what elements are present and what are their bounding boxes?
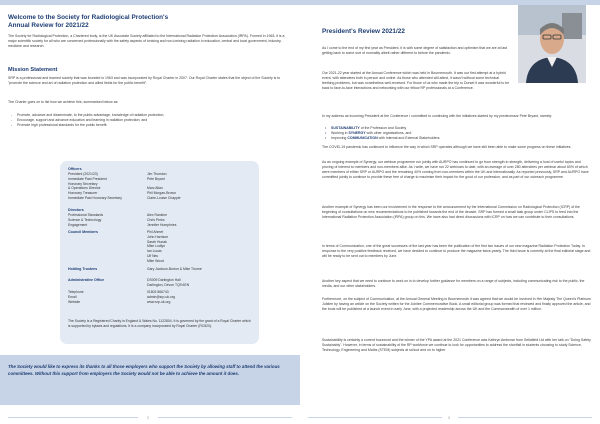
review-paragraph-7: In terms of Communication, one of the great successes of the last year has been the publication of the first two issues of our new magazine Radiation Protection Today. In response to the very positive feedback received, we have decided to continue to produce the magazine twice-yearly. The third issue is currently at the final editorial stage and will be ready to be sent out to members by June.	[322, 244, 591, 258]
list-item: • Improving COMMUNICATION with Internal and External Stakeholders	[322, 136, 592, 141]
footer-rule	[8, 417, 138, 418]
admin-address	[147, 278, 189, 288]
address-line: DS009 Darlington Hall	[147, 278, 181, 282]
page-number: 3	[448, 416, 450, 420]
title-line-2: Annual Review for 2021/22	[8, 22, 89, 29]
council-member: Sarah Hunak	[147, 239, 167, 244]
review-paragraph-1: As I come to the end of my first year as President, it is with some degree of satisfaction and optimism that we are at last getting back to some sort of normality albeit rather different to before the pandemic.	[322, 46, 507, 55]
website-link[interactable]: www.srp-uk.org	[147, 299, 171, 304]
council-names	[147, 230, 168, 264]
list-item: - Promote, advance and disseminate, to the public advantage, knowledge of radiation protection;	[8, 113, 292, 118]
page-title	[8, 14, 168, 30]
intro-paragraph: The Society for Radiological Protection, a Chartered body, is the UK Associate Society affiliated to the International Radiation Protection Association (IRPA). Formed in 1963, it is a major scientific society for all who are concerned professionally with the safety aspects of ionising and non-ionising radiation in education, central and local government, industry, medicine and research.	[8, 34, 285, 48]
trustees-names: Gary Jackson-Burton & Mike Thorne	[147, 267, 202, 271]
telephone-value: 01803 866743	[147, 290, 169, 294]
trustees-heading: Holding Trustees	[68, 267, 98, 271]
council-heading: Council Members	[68, 230, 98, 234]
director-names	[147, 213, 176, 227]
registration-note: The Society is a Registered Charity in England & Wales No. 1122804. It is governed by the grant of a Royal Charter which is supported by bylaws and regulations. It is a company incorporated by Royal Charter (RC820).	[68, 319, 251, 328]
review-paragraph-5: As an ongoing example of Synergy, our webinar programme run jointly with AURPO has continued to go from strength to strength, delivering a host of useful topics and proving of interest to members and non-members alike. As I write, we have run 22 webinars to date, with an average of over 280 attendees per webinar about 60% of which were members of either SRP or AURPO and the remaining 40% coming from non-members within the UK and internationally. As reported previously, SRP and AURPO have committed jointly to continue to provide these free of charge to maximise their impact for the good of our profession, and as part of our outreach programme.	[322, 160, 589, 179]
contact-labels	[68, 290, 84, 304]
officer-name: Marc Allan	[147, 186, 163, 191]
council-member: Mike Ludlyn	[147, 244, 166, 249]
contact-label: Email	[68, 294, 77, 299]
charter-list	[8, 113, 292, 128]
officer-role: Honorary Treasurer	[68, 191, 98, 196]
president-portrait-image	[518, 5, 586, 83]
mission-heading: Mission Statement	[8, 67, 58, 73]
footer-rule	[158, 417, 292, 418]
officer-name: Pete Bryant	[147, 176, 165, 181]
admin-office-heading: Administrative Office	[68, 278, 105, 282]
officer-role: President (2021/23)	[68, 172, 98, 176]
council-member: Ian Lucas	[147, 249, 162, 254]
right-page	[300, 0, 600, 424]
officers-heading: Officers	[68, 167, 82, 171]
email-link[interactable]: admin@srp-uk.org	[147, 294, 175, 299]
director-role: Engagement	[68, 222, 88, 227]
charter-intro: The Charter goes on to list how we achieve this; summarised below as:	[8, 100, 119, 104]
mission-paragraph: SRP is a professional and learned society that was founded in 1963 and was incorporated by Royal Charter in 2007. Our Royal Charter states that the object of the Society is to "promote the science and art of radiation protection and allied fields for the public benefit".	[8, 76, 281, 85]
officer-name: Jim Thurston	[147, 172, 167, 176]
initiatives-list	[322, 126, 592, 141]
director-role: Science & Technology	[68, 217, 102, 222]
review-paragraph-9: Furthermore, on the subject of Communication, at the Annual General Meeting in Bournemouth it was agreed that we would be involved in Her Majesty The Queen's Platinum Jubilee by having an article on the Society written for the Jubilee Commemorative Book. A small editorial group was formed that reviewed and finally approved the article, and the book will be published at a launch event in early June, with a projected readership across the UK and the Commonwealth of over 1 million.	[322, 297, 591, 311]
directors-heading: Directors	[68, 208, 84, 212]
council-member: Phil Ahmet	[147, 230, 164, 234]
address-line: Darlington, Devon TQ9 6EN	[147, 282, 190, 287]
title-line-1: Welcome to the Society for Radiological Protection's	[8, 14, 169, 21]
officer-role: Immediate Past President	[68, 176, 107, 181]
contact-label: Telephone	[68, 290, 84, 294]
footer-rule	[308, 417, 442, 418]
officers-panel	[60, 161, 259, 344]
council-member: John Harrison	[147, 234, 169, 239]
review-paragraph-2: Our 2021-22 year started at the Annual Conference which was held in Bournemouth. It was our first attempt at a hybrid event, with attendees both in person and online. As those who attended will attest, it wasn't without some technical teething problems, but was nonetheless well-received. For those of us who made the trip to Dorset it was wonderful to be back to face-to-face interactions and networking with our fellow RP professionals at a Conference.	[322, 71, 510, 90]
council-member: Ulf Neu	[147, 253, 159, 258]
officer-names	[147, 172, 181, 201]
footer-rule	[458, 417, 592, 418]
page-number: 2	[147, 416, 149, 420]
thanks-banner	[0, 355, 300, 405]
review-paragraph-10: Sustainability is certainly a current buzzword and the winner of the YPA award at the 2021 Conference was Kathryn Ambrose from Sellafield Ltd with her talk on "Doing Safety Sustainably". However, in terms of sustainability of the RP workforce we continue to look for opportunities to address the shortfall in students choosing to study Science, Technology, Engineering and Maths (STEM) subjects at school and on to higher	[322, 338, 591, 352]
council-member: Mike Wood	[147, 258, 164, 263]
officer-roles	[68, 172, 122, 201]
officer-name: Claire-Louise Chapple	[147, 195, 181, 200]
president-review-title: President's Review 2021/22	[322, 28, 405, 35]
review-paragraph-8: Another key aspect that we need to continue to work on is to develop further guidance for members on a range of subjects, including communicating risk to the public, the media, and our other stakeholders.	[322, 279, 585, 288]
contact-label: Website	[68, 299, 81, 304]
president-photo	[518, 5, 586, 83]
top-accent-bar	[0, 0, 300, 5]
contact-values	[147, 290, 175, 304]
officer-role: Honorary Secretary	[68, 181, 98, 186]
director-name: Alex Rankine	[147, 213, 167, 217]
review-paragraph-4: The COVID-19 pandemic has continued to influence the way in which SRP operates although we have still been able to make some progress on these initiatives.	[322, 145, 572, 149]
director-roles	[68, 213, 103, 227]
list-item: - Promote high professional standards for the public benefit	[8, 123, 292, 128]
list-item: - Encourage, support and advance education and learning in radiation protection; and	[8, 118, 292, 123]
director-role: Professional Standards	[68, 213, 104, 217]
director-name: Jennifer Humphries	[147, 222, 177, 227]
officer-role: & Operations Director	[68, 186, 101, 191]
officer-role: Immediate Past Honorary Secretary	[68, 195, 122, 200]
review-paragraph-3: In my address as incoming President at the Conference I committed to continuing with the initiatives started by my predecessor Pete Bryant, namely:	[322, 114, 553, 118]
review-paragraph-6: Another example of Synergy has been our involvement in the response to the announcement by the International Commission on Radiological Protection (ICRP) of the beginning of consultations on new recommendations to be published towards the end of the decade. SRP has formed a small task group under CLIPS to feed into the International Radiation Protection Association (IRPA) group on this. We have also had direct discussions with ICRP on how we can contribute to their consultations.	[322, 205, 580, 219]
officer-name: Phil Morgan-Brown	[147, 191, 176, 196]
director-name: Chris Perks	[147, 217, 165, 222]
list-item: • SUSTAINABILITY of the Profession and Society	[322, 126, 592, 131]
list-item: • Working in SYNERGY with other organisations, and	[322, 131, 592, 136]
thanks-text: The Society would like to express its thanks to all those employers who support the Society by allowing staff to attend the various committees. Without this support from employers the Society would not be able to achieve the amount it does.	[8, 364, 280, 376]
